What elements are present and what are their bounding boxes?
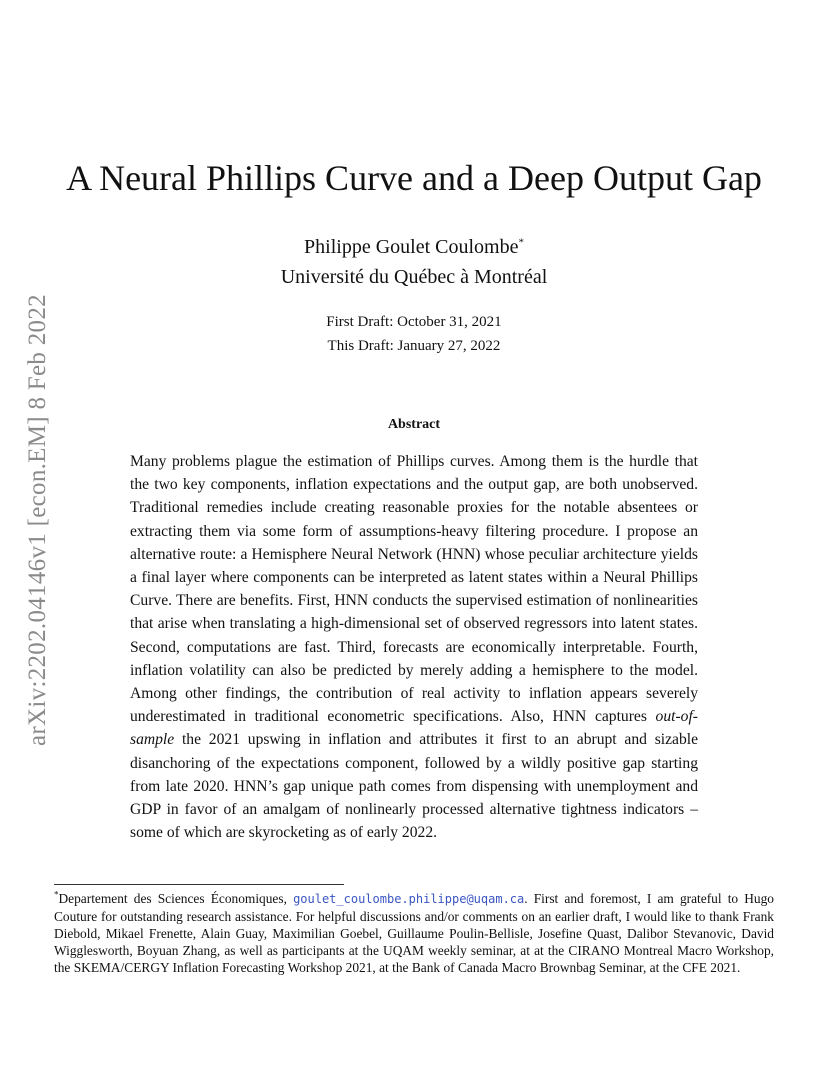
footnote-mark: * xyxy=(54,889,59,900)
draft-dates xyxy=(0,310,828,358)
abstract-text-part-2: the 2021 upswing in inflation and attributes it first to an abrupt and sizable disanchoring of the expectations component, followed by a wildly positive gap starting from late 2020. HNN’s gap unique path comes from dispensing with unemployment and GDP in favor of an amalgam of nonlinearly processed alternative tightness indicators – some of which are skyrocketing as of early 2022. xyxy=(130,731,698,842)
arxiv-identifier-stamp: arXiv:2202.04146v1 [econ.EM] 8 Feb 2022 xyxy=(24,294,51,746)
author-line xyxy=(0,232,828,262)
author-affiliation: Université du Québec à Montréal xyxy=(280,266,548,288)
footnote-text-part-1: Departement des Sciences Économiques, xyxy=(58,891,294,906)
author-name: Philippe Goulet Coulombe xyxy=(304,236,519,258)
author-block xyxy=(0,232,828,292)
this-draft-date: This Draft: January 27, 2022 xyxy=(327,338,501,354)
footnote xyxy=(54,890,774,976)
abstract-heading: Abstract xyxy=(387,417,441,432)
footnote-separator xyxy=(54,884,344,885)
author-footnote-mark[interactable]: * xyxy=(518,236,524,249)
paper-title: A Neural Phillips Curve and a Deep Output Gap xyxy=(66,158,762,198)
footnote-text-part-2: . First and foremost, I am grateful to Hugo Couture for outstanding research assistance. For helpful discussions and/or comments on an earlier draft, I would like to thank Frank Diebold, Mikael Frenette, Alain Guay, Maximilian Goebel, Guillaume Poulin-Bellisle, Josefine Quast, Dalibor Stevanovic, David Wigglesworth, Boyuan Zhang, as well as participants at the UQAM weekly seminar, at at the CIRANO Montreal Macro Workshop, the SKEMA/CERGY Inflation Forecasting Workshop 2021, at the Bank of Canada Macro Brownbag Seminar, at the CFE 2021. xyxy=(54,891,774,975)
abstract-emphasis: out-of-sample xyxy=(130,708,698,749)
abstract-text-part-1: Many problems plague the estimation of Phillips curves. Among them is the hurdle that the two key components, inflation expectations and the output gap, are both unobserved. Traditional remedies include creating reasonable proxies for the notable absentees or extracting them via some form of assumptions-heavy filtering procedure. I propose an alternative route: a Hemisphere Neural Network (HNN) whose peculiar architecture yields a final layer where components can be interpreted as latent states within a Neural Phillips Curve. There are benefits. First, HNN conducts the supervised estimation of nonlinearities that arise when translating a high-dimensional set of observed regressors into latent states. Second, computations are fast. Third, forecasts are economically interpretable. Fourth, inflation volatility can also be predicted by merely adding a hemisphere to the model. Among other findings, the contribution of real activity to inflation appears severely underestimated in traditional econometric specifications. Also, HNN captures xyxy=(130,453,698,726)
abstract-body xyxy=(130,450,698,844)
first-draft-date: First Draft: October 31, 2021 xyxy=(326,314,502,330)
author-email-link[interactable]: goulet_coulombe.philippe@uqam.ca xyxy=(293,892,525,906)
